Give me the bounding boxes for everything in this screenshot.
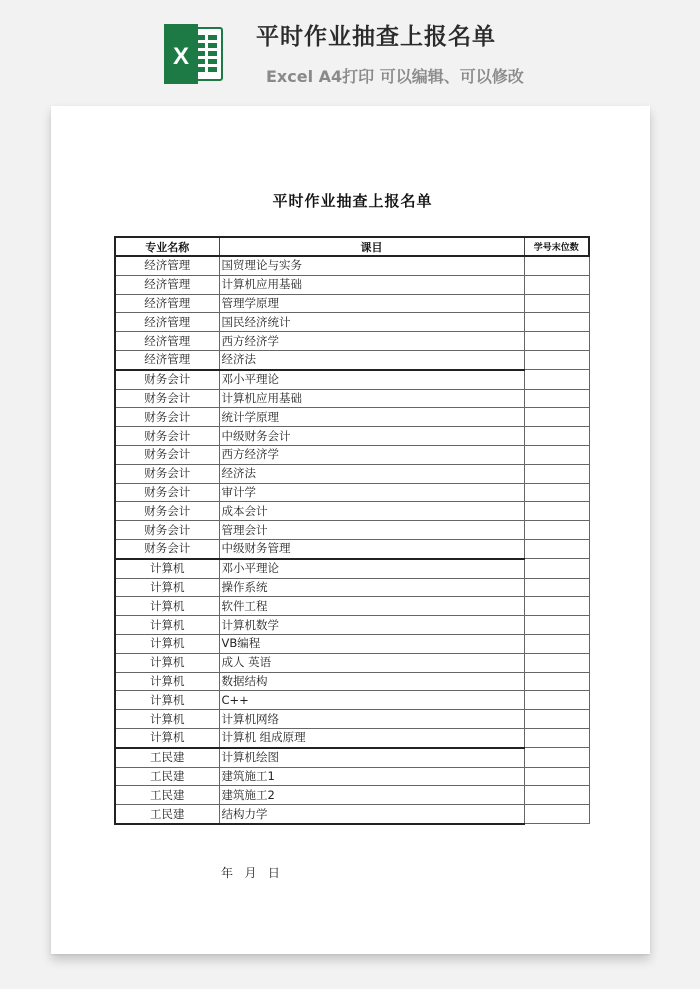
student-id-cell[interactable] <box>524 616 589 635</box>
table-row <box>115 710 589 729</box>
course-cell: 审计学 <box>219 483 524 502</box>
student-id-cell[interactable] <box>524 483 589 502</box>
major-cell: 计算机 <box>115 728 219 747</box>
student-id-cell[interactable] <box>524 728 589 747</box>
course-cell: 管理学原理 <box>219 294 524 313</box>
major-cell: 工民建 <box>115 786 219 805</box>
table-row <box>115 539 589 558</box>
major-cell: 财务会计 <box>115 389 219 408</box>
column-header-major: 专业名称 <box>115 237 219 256</box>
course-cell: 西方经济学 <box>219 445 524 464</box>
major-cell: 计算机 <box>115 710 219 729</box>
table-row <box>115 578 589 597</box>
document-title: 平时作业抽查上报名单 <box>272 192 433 210</box>
student-id-cell[interactable] <box>524 786 589 805</box>
course-cell: C++ <box>219 691 524 710</box>
page-header <box>0 0 700 100</box>
table-row <box>115 748 589 767</box>
table-header-row <box>115 237 589 256</box>
course-cell: 成人 英语 <box>219 653 524 672</box>
course-cell: 计算机 组成原理 <box>219 728 524 747</box>
table-row <box>115 767 589 786</box>
student-id-cell[interactable] <box>524 653 589 672</box>
student-id-cell[interactable] <box>524 805 589 824</box>
student-id-cell[interactable] <box>524 370 589 389</box>
course-cell: VB编程 <box>219 634 524 653</box>
course-cell: 国民经济统计 <box>219 313 524 332</box>
student-id-cell[interactable] <box>524 350 589 369</box>
major-cell: 财务会计 <box>115 502 219 521</box>
student-id-cell[interactable] <box>524 389 589 408</box>
major-cell: 计算机 <box>115 616 219 635</box>
table-row <box>115 389 589 408</box>
major-cell: 计算机 <box>115 559 219 578</box>
student-id-cell[interactable] <box>524 408 589 427</box>
column-header-student-id: 学号末位数 <box>524 237 589 256</box>
table-row <box>115 559 589 578</box>
student-id-cell[interactable] <box>524 691 589 710</box>
column-header-course: 课目 <box>219 237 524 256</box>
student-id-cell[interactable] <box>524 464 589 483</box>
course-cell: 邓小平理论 <box>219 559 524 578</box>
major-cell: 经济管理 <box>115 256 219 275</box>
table-row <box>115 521 589 540</box>
course-cell: 软件工程 <box>219 597 524 616</box>
student-id-cell[interactable] <box>524 710 589 729</box>
course-cell: 国贸理论与实务 <box>219 256 524 275</box>
major-cell: 经济管理 <box>115 275 219 294</box>
course-cell: 计算机应用基础 <box>219 275 524 294</box>
course-cell: 邓小平理论 <box>219 370 524 389</box>
table-row <box>115 313 589 332</box>
major-cell: 工民建 <box>115 748 219 767</box>
table-row <box>115 350 589 369</box>
course-cell: 计算机绘图 <box>219 748 524 767</box>
major-cell: 财务会计 <box>115 521 219 540</box>
table-row <box>115 616 589 635</box>
student-id-cell[interactable] <box>524 578 589 597</box>
table-row <box>115 332 589 351</box>
student-id-cell[interactable] <box>524 294 589 313</box>
table-row <box>115 728 589 747</box>
major-cell: 财务会计 <box>115 370 219 389</box>
major-cell: 经济管理 <box>115 332 219 351</box>
course-cell: 成本会计 <box>219 502 524 521</box>
major-cell: 计算机 <box>115 597 219 616</box>
course-cell: 中级财务管理 <box>219 539 524 558</box>
major-cell: 工民建 <box>115 805 219 824</box>
table-body <box>115 256 589 824</box>
major-cell: 财务会计 <box>115 445 219 464</box>
student-id-cell[interactable] <box>524 559 589 578</box>
course-cell: 中级财务会计 <box>219 427 524 446</box>
table-row <box>115 502 589 521</box>
student-id-cell[interactable] <box>524 313 589 332</box>
student-id-cell[interactable] <box>524 597 589 616</box>
course-cell: 数据结构 <box>219 672 524 691</box>
student-id-cell[interactable] <box>524 445 589 464</box>
major-cell: 经济管理 <box>115 294 219 313</box>
table-row <box>115 634 589 653</box>
table-row <box>115 445 589 464</box>
course-cell: 管理会计 <box>219 521 524 540</box>
course-cell: 计算机应用基础 <box>219 389 524 408</box>
course-cell: 经济法 <box>219 464 524 483</box>
student-id-cell[interactable] <box>524 672 589 691</box>
student-id-cell[interactable] <box>524 748 589 767</box>
major-cell: 计算机 <box>115 672 219 691</box>
major-cell: 经济管理 <box>115 313 219 332</box>
course-cell: 计算机数学 <box>219 616 524 635</box>
document-page <box>51 106 650 954</box>
table-row <box>115 408 589 427</box>
course-cell: 建筑施工1 <box>219 767 524 786</box>
table-row <box>115 691 589 710</box>
major-cell: 财务会计 <box>115 464 219 483</box>
student-id-cell[interactable] <box>524 275 589 294</box>
major-cell: 计算机 <box>115 578 219 597</box>
student-id-cell[interactable] <box>524 521 589 540</box>
excel-icon <box>162 22 226 86</box>
major-cell: 财务会计 <box>115 483 219 502</box>
major-cell: 财务会计 <box>115 427 219 446</box>
table-row <box>115 597 589 616</box>
major-cell: 计算机 <box>115 653 219 672</box>
table-row <box>115 653 589 672</box>
table-row <box>115 464 589 483</box>
major-cell: 计算机 <box>115 691 219 710</box>
table-row <box>115 294 589 313</box>
major-cell: 财务会计 <box>115 539 219 558</box>
student-id-cell[interactable] <box>524 539 589 558</box>
table-row <box>115 256 589 275</box>
inspection-table <box>114 236 590 825</box>
table-row <box>115 275 589 294</box>
major-cell: 计算机 <box>115 634 219 653</box>
student-id-cell[interactable] <box>524 767 589 786</box>
course-cell: 西方经济学 <box>219 332 524 351</box>
course-cell: 经济法 <box>219 350 524 369</box>
date-line: 年 月 日 <box>221 866 280 880</box>
svg-text:X: X <box>172 43 190 70</box>
header-subtitle: Excel A4打印 可以编辑、可以修改 <box>266 67 524 86</box>
student-id-cell[interactable] <box>524 332 589 351</box>
header-title: 平时作业抽查上报名单 <box>256 24 496 50</box>
major-cell: 经济管理 <box>115 350 219 369</box>
student-id-cell[interactable] <box>524 427 589 446</box>
major-cell: 工民建 <box>115 767 219 786</box>
table-row <box>115 483 589 502</box>
course-cell: 结构力学 <box>219 805 524 824</box>
course-cell: 操作系统 <box>219 578 524 597</box>
course-cell: 建筑施工2 <box>219 786 524 805</box>
table-row <box>115 370 589 389</box>
student-id-cell[interactable] <box>524 502 589 521</box>
student-id-cell[interactable] <box>524 634 589 653</box>
table-row <box>115 805 589 824</box>
course-cell: 统计学原理 <box>219 408 524 427</box>
major-cell: 财务会计 <box>115 408 219 427</box>
table-row <box>115 786 589 805</box>
table-row <box>115 427 589 446</box>
table-row <box>115 672 589 691</box>
student-id-cell[interactable] <box>524 256 589 275</box>
course-cell: 计算机网络 <box>219 710 524 729</box>
